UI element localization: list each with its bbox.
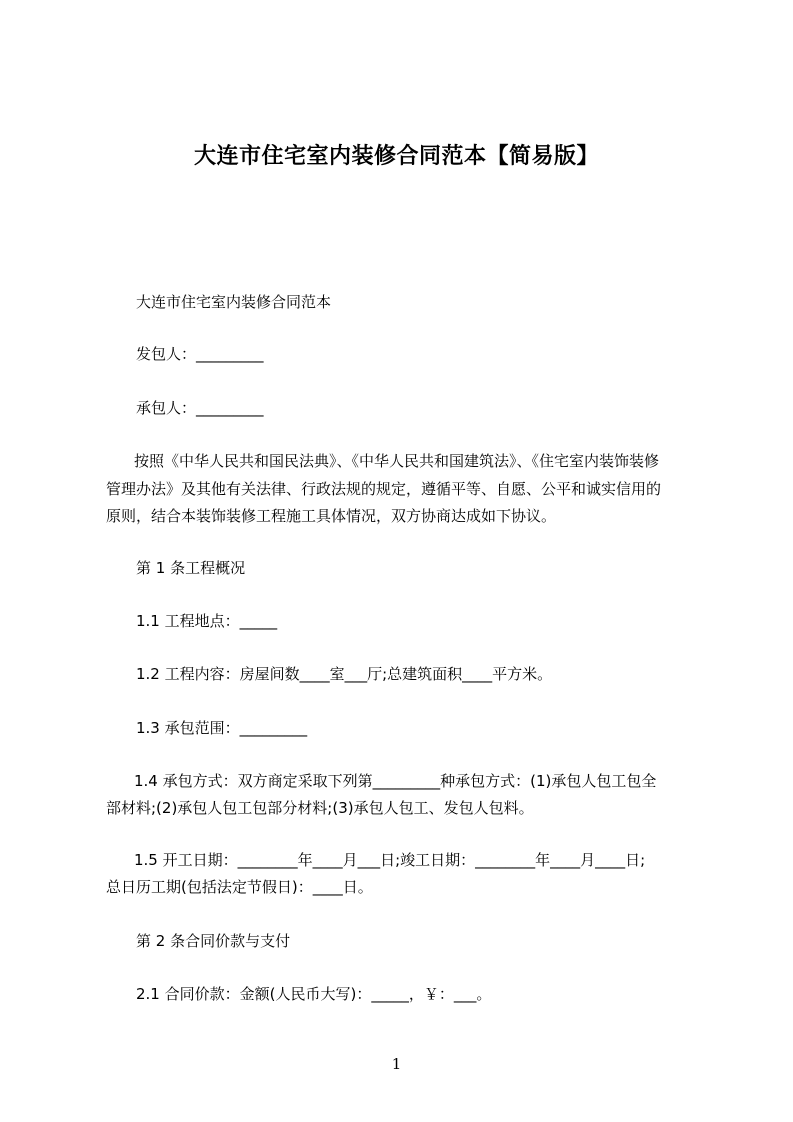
clause-1-1: 1.1 工程地点：_____ — [136, 612, 278, 630]
employer-line: 发包人：_________ — [136, 345, 264, 363]
document-title: 大连市住宅室内装修合同范本【简易版】 — [193, 144, 599, 169]
preamble-line-2: 管理办法》及其他有关法律、行政法规的规定，遵循平等、自愿、公平和诚实信用的 — [106, 480, 662, 498]
clause-2-1: 2.1 合同价款：金额(人民币大写)：_____，￥：___。 — [136, 985, 492, 1003]
article-1-heading: 第 1 条工程概况 — [136, 559, 246, 577]
clause-1-4-line-2: 部材料;(2)承包人包工包部分材料;(3)承包人包工、发包人包料。 — [106, 799, 534, 817]
clause-1-3: 1.3 承包范围：_________ — [136, 719, 308, 737]
clause-1-5-line-1: 1.5 开工日期：________年____月___日;竣工日期：________年____月____日; — [134, 851, 646, 869]
preamble-line-3: 原则，结合本装饰装修工程施工具体情况，双方协商达成如下协议。 — [106, 507, 557, 525]
clause-1-4-line-1: 1.4 承包方式：双方商定采取下列第_________种承包方式：(1)承包人包工包全 — [134, 772, 657, 790]
preamble-line-1: 按照《中华人民共和国民法典》、《中华人民共和国建筑法》、《住宅室内装饰装修 — [134, 452, 660, 470]
clause-1-2: 1.2 工程内容：房屋间数____室___厅;总建筑面积____平方米。 — [136, 665, 553, 683]
subtitle: 大连市住宅室内装修合同范本 — [136, 293, 332, 311]
clause-1-5-line-2: 总日历工期(包括法定节假日)：____日。 — [106, 878, 373, 896]
article-2-heading: 第 2 条合同价款与支付 — [136, 932, 291, 950]
page-number: 1 — [391, 1055, 402, 1073]
contractor-line: 承包人：_________ — [136, 399, 264, 417]
